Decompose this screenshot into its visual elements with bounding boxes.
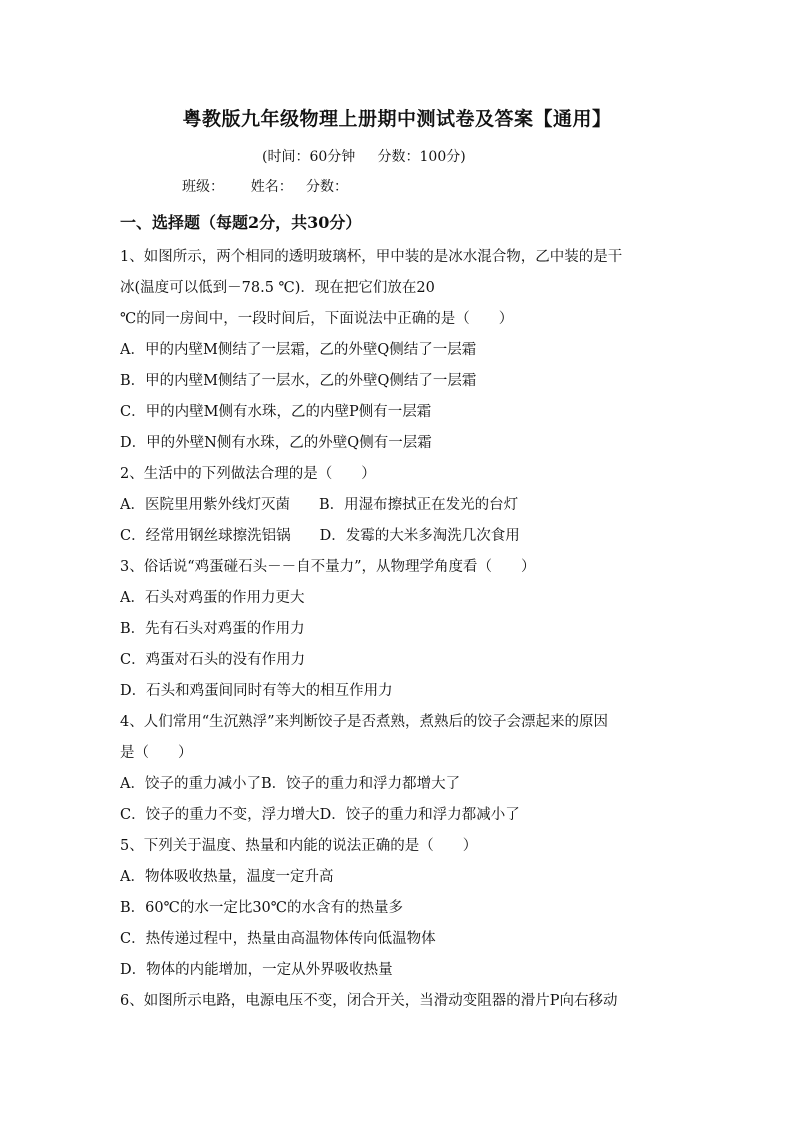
text-line: B．甲的内壁M侧结了一层水，乙的外壁Q侧结了一层霜 (120, 373, 477, 389)
text-line: C．鸡蛋对石头的没有作用力 (120, 652, 306, 668)
text-line: 1、如图所示，两个相同的透明玻璃杯，甲中装的是冰水混合物，乙中装的是干 (120, 249, 623, 265)
text-line: 2、生活中的下列做法合理的是（ ） (120, 466, 376, 482)
text-line: C．甲的内壁M侧有水珠，乙的内壁P侧有一层霜 (120, 404, 432, 420)
text-line: ℃的同一房间中，一段时间后，下面说法中正确的是（ ） (120, 311, 514, 327)
text-line: A．石头对鸡蛋的作用力更大 (120, 590, 305, 606)
exam-time-score: (时间：60分钟 分数：100分) (262, 149, 466, 165)
text-line: 3、俗话说“鸡蛋碰石头－－自不量力”，从物理学角度看（ ） (120, 559, 536, 575)
text-line: A．医院里用紫外线灯灭菌 B．用湿布擦拭正在发光的台灯 (120, 497, 519, 513)
text-line: 是（ ） (120, 745, 193, 761)
text-line: C．饺子的重力不变，浮力增大D．饺子的重力和浮力都减小了 (120, 807, 520, 823)
text-line: 4、人们常用“生沉熟浮”来判断饺子是否煮熟，煮熟后的饺子会漂起来的原因 (120, 714, 609, 730)
text-line: A．物体吸收热量，温度一定升高 (120, 869, 334, 885)
text-line: D．石头和鸡蛋间同时有等大的相互作用力 (120, 683, 393, 699)
text-line: B．60℃的水一定比30℃的水含有的热量多 (120, 900, 403, 916)
text-line: D．甲的外壁N侧有水珠，乙的外壁Q侧有一层霜 (120, 435, 432, 451)
text-line: C．经常用钢丝球擦洗铝锅 D．发霉的大米多淘洗几次食用 (120, 528, 520, 544)
document-title: 粤教版九年级物理上册期中测试卷及答案【通用】 (182, 108, 612, 130)
section-title-choice: 一、选择题（每题2分，共30分） (120, 213, 362, 232)
text-line: A．甲的内壁M侧结了一层霜，乙的外壁Q侧结了一层霜 (120, 342, 477, 358)
text-line: B．先有石头对鸡蛋的作用力 (120, 621, 305, 637)
text-line: 5、下列关于温度、热量和内能的说法正确的是（ ） (120, 838, 478, 854)
text-line: 冰(温度可以低到－78.5 ℃)．现在把它们放在20 (120, 280, 435, 296)
question-text-block (120, 246, 680, 1021)
text-line: 6、如图所示电路，电源电压不变，闭合开关，当滑动变阻器的滑片P向右移动 (120, 993, 618, 1009)
text-line: A．饺子的重力减小了B．饺子的重力和浮力都增大了 (120, 776, 461, 792)
text-line: C．热传递过程中，热量由高温物体传向低温物体 (120, 931, 436, 947)
text-line: D．物体的内能增加，一定从外界吸收热量 (120, 962, 393, 978)
student-info-line: 班级： 姓名： 分数： (182, 179, 349, 195)
